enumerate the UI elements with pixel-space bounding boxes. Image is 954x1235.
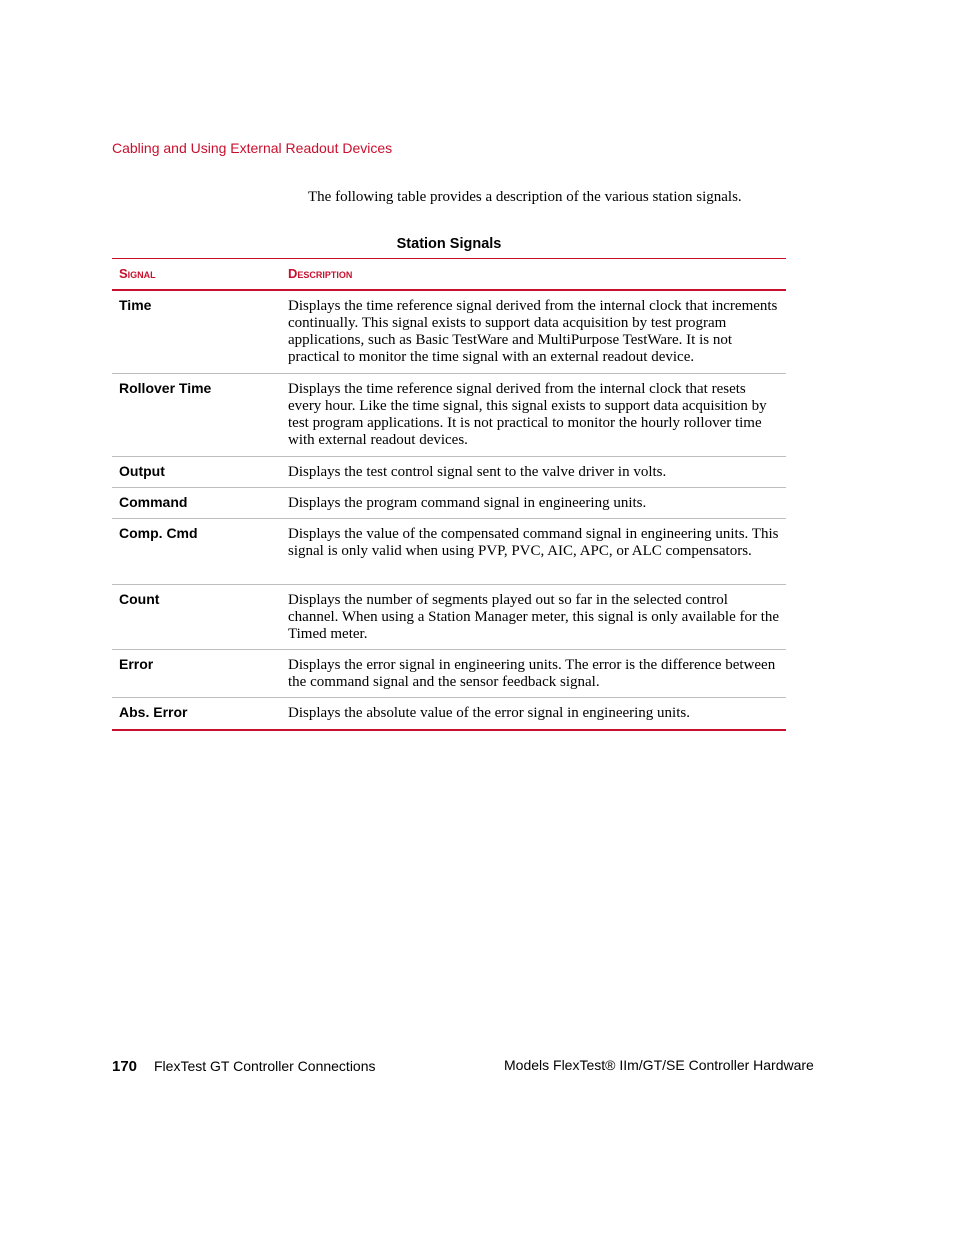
- table-row: [112, 698, 786, 729]
- signal-name: Error: [119, 656, 154, 672]
- section-header: Cabling and Using External Readout Devices: [112, 140, 393, 156]
- signal-description: Displays the time reference signal derived from the internal clock that resets every hour. Like the time signal, this signal exists to support data acquisition by test program applications. It is not practical to monitor the hourly rollover time with external readout devices.: [288, 381, 767, 448]
- table-row: [112, 650, 786, 698]
- signal-description: Displays the program command signal in engineering units.: [288, 495, 647, 511]
- signal-name: Abs. Error: [119, 704, 188, 720]
- table-row: [112, 291, 786, 374]
- table-row: [112, 488, 786, 519]
- header-signal: Signal: [119, 266, 156, 281]
- station-signals-table: [112, 258, 786, 731]
- signal-description: Displays the value of the compensated command signal in engineering units. This signal is only valid when using PVP, PVC, AIC, APC, or ALC compensators.: [288, 526, 779, 559]
- signal-name: Comp. Cmd: [119, 525, 198, 541]
- signal-name: Command: [119, 494, 188, 510]
- header-description: Description: [288, 266, 353, 281]
- table-title: Station Signals: [396, 236, 502, 252]
- table-row: [112, 519, 786, 585]
- footer-chapter-title: FlexTest GT Controller Connections: [154, 1058, 376, 1074]
- intro-paragraph: The following table provides a description of the various station signals.: [308, 189, 742, 205]
- signal-description: Displays the absolute value of the error signal in engineering units.: [288, 705, 690, 721]
- footer-manual-title: Models FlexTest® IIm/GT/SE Controller Hardware: [504, 1057, 814, 1073]
- signal-name: Time: [119, 297, 152, 313]
- signal-description: Displays the error signal in engineering units. The error is the difference between the command signal and the sensor feedback signal.: [288, 657, 776, 690]
- table-row: [112, 457, 786, 488]
- page-number: 170: [112, 1058, 138, 1075]
- table-row: [112, 585, 786, 650]
- signal-name: Rollover Time: [119, 380, 212, 396]
- signal-description: Displays the test control signal sent to the valve driver in volts.: [288, 464, 667, 480]
- signal-name: Count: [119, 591, 160, 607]
- signal-name: Output: [119, 463, 165, 479]
- table-row: [112, 374, 786, 457]
- signal-description: Displays the number of segments played out so far in the selected control channel. When using a Station Manager meter, this signal is only available for the Timed meter.: [288, 592, 780, 642]
- table-header: [112, 259, 786, 291]
- signal-description: Displays the time reference signal derived from the internal clock that increments continually. This signal exists to support data acquisition by test program applications, such as Basic TestWare and MultiPurpose TestWare. It is not practical to monitor the time signal with an external readout device.: [288, 298, 778, 365]
